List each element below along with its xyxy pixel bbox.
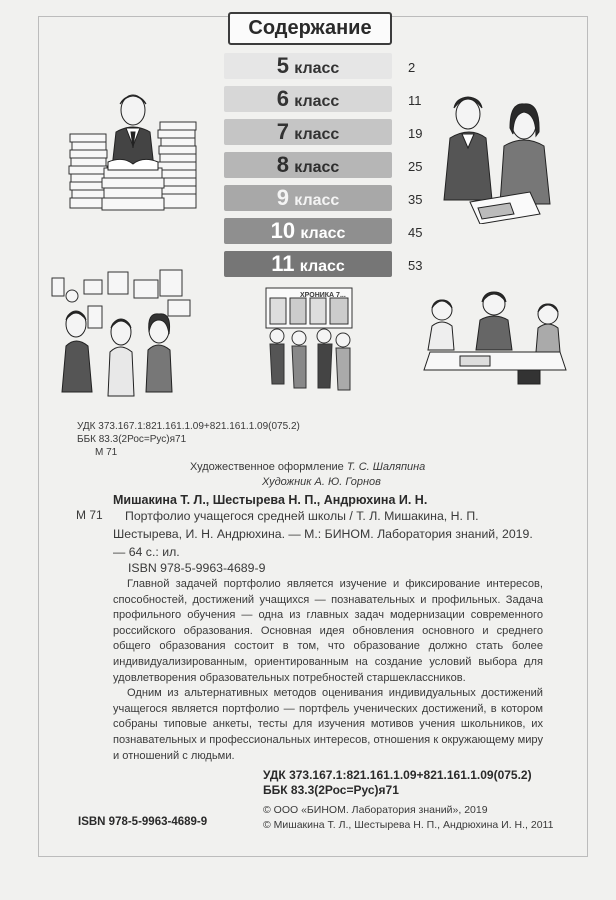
- toc-grade-word: класс: [294, 126, 340, 143]
- illustration-students-at-table: [420, 286, 570, 400]
- catalog-udk: УДК 373.167.1:821.161.1.09+821.161.1.09(075.2): [77, 421, 300, 432]
- book-isbn: ISBN 978-5-9963-4689-9: [128, 561, 266, 575]
- board-sign: ХРОНИКА 7...: [300, 292, 346, 299]
- toc-page-number: 35: [408, 192, 423, 207]
- catalog-bbk: ББК 83.3(2Рос=Рус)я71: [77, 434, 187, 445]
- toc-grade-number: 5: [276, 53, 289, 78]
- toc-grade-number: 8: [276, 152, 289, 177]
- credit-design: [190, 461, 425, 473]
- toc-page-number: 19: [408, 126, 423, 141]
- illustration-boy-with-books: [68, 82, 198, 214]
- abstract-paragraph-1: Главной задачей портфолио является изучение и фиксирование интересов, способностей, достижений учащихся — познавательных и профильных. Задача профильного обучения — одна из главных задач модернизации современного российского образования. Основная идея обновления основного и среднего общего образования состоит в том, что образование должно стать более индивидуализированным, ориентированным на создание условий выбора для удовлетворения образовательных потребностей старшеклассников.: [113, 578, 543, 684]
- copyright-block: [263, 803, 553, 833]
- toc-grade-label: [224, 86, 392, 115]
- credit-design-label: Художественное оформление: [190, 461, 344, 473]
- book-bbk: ББК 83.3(2Рос=Рус)я71: [263, 783, 399, 797]
- credit-design-name: Т. С. Шаляпина: [346, 461, 426, 473]
- toc-grade-number: 10: [270, 218, 296, 243]
- toc-grade-number: 11: [271, 251, 295, 276]
- book-udk: УДК 373.167.1:821.161.1.09+821.161.1.09(075.2): [263, 768, 532, 782]
- toc-page-number: 53: [408, 258, 423, 273]
- toc-grade-word: класс: [294, 60, 340, 77]
- book-code: М 71: [76, 508, 103, 522]
- toc-grade-number: 6: [276, 86, 289, 111]
- book-abstract: [113, 577, 543, 764]
- toc-grade-label: [224, 119, 392, 148]
- toc-grade-label: [224, 251, 392, 280]
- toc-grade-word: класс: [294, 159, 340, 176]
- toc-title: Содержание: [228, 12, 392, 45]
- isbn-bottom: ISBN 978-5-9963-4689-9: [78, 816, 208, 828]
- credit-artist: [262, 476, 381, 488]
- toc-grade-number: 7: [276, 119, 289, 144]
- toc-grade-label: [224, 185, 392, 214]
- toc-grade-11: [224, 251, 392, 277]
- credit-artist-name: А. Ю. Горнов: [314, 476, 381, 488]
- copyright-authors: © Мишакина Т. Л., Шестырева Н. П., Андрюхина И. Н., 2011: [263, 819, 554, 831]
- illustration-two-students-discussing: [440, 88, 560, 224]
- toc-grade-label: [224, 218, 392, 247]
- toc-page-number: 2: [408, 60, 416, 75]
- credit-artist-label: Художник: [262, 476, 312, 488]
- toc-grade-label: [224, 53, 392, 82]
- book-description: Портфолио учащегося средней школы / Т. Л. Мишакина, Н. П. Шестырева, И. Н. Андрюхина. — М.: БИНОМ. Лаборатория знаний, 2019. — 64 с.: ил.: [113, 509, 533, 559]
- toc-grade-word: класс: [299, 258, 345, 275]
- book-codes: [263, 768, 532, 798]
- toc-grade-6: [224, 86, 392, 112]
- toc-grade-9: [224, 185, 392, 211]
- toc-grade-word: класс: [300, 225, 346, 242]
- toc-grade-number: 9: [276, 185, 289, 210]
- toc-page-number: 45: [408, 225, 423, 240]
- abstract-paragraph-2: Одним из альтернативных методов оценивания индивидуальных достижений учащегося является портфолио — портфель ученических достижений, в котором собраны типовые анкеты, тесты для изучения мотивов учения школьников, их познавательных и профессиональных интересов, отношения к окружающему миру и отношений с людьми.: [113, 687, 543, 762]
- toc-grade-label: [224, 152, 392, 181]
- toc-grade-word: класс: [294, 93, 340, 110]
- toc-page-number: 11: [408, 93, 422, 108]
- toc-grade-8: [224, 152, 392, 178]
- catalog-code: М 71: [95, 447, 118, 458]
- book-authors: Мишакина Т. Л., Шестырева Н. П., Андрюхина И. Н.: [113, 493, 428, 507]
- toc-grade-5: [224, 53, 392, 79]
- toc-grade-word: класс: [294, 192, 340, 209]
- copyright-publisher: © ООО «БИНОМ. Лаборатория знаний», 2019: [263, 804, 488, 816]
- toc-grade-10: [224, 218, 392, 244]
- illustration-kids-with-gadgets: [48, 266, 198, 402]
- toc-page-number: 25: [408, 159, 423, 174]
- toc-grade-7: [224, 119, 392, 145]
